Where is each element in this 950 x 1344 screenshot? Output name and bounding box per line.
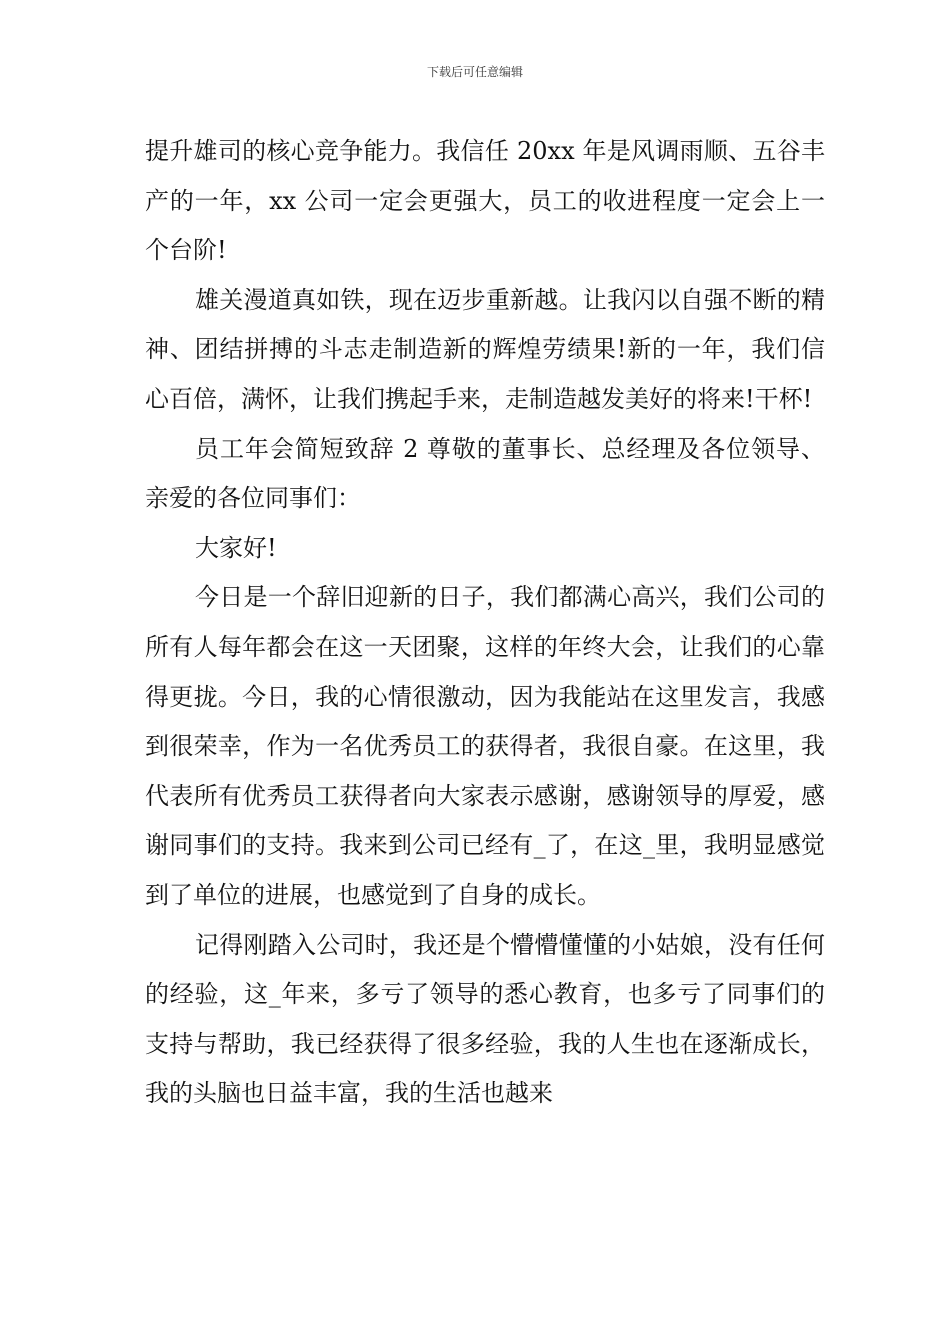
paragraph-greeting: 大家好! (195, 533, 277, 562)
paragraph: 今日是一个辞旧迎新的日子，我们都满心高兴，我们公司的所有人每年都会在这一天团聚，这样的年终大会，让我们的心靠得更拢。今日，我的心情很激动，因为我能站在这里发言，我感到很荣幸，作为一名优秀员工的获得者，我很自豪。在这里，我代表所有优秀员工获得者向大家表示感谢，感谢领导的厚爱，感谢同事们的支持。我来到公司已经有_了，在这_里，我明显感觉到了单位的进展，也感觉到了自身的成长。 (145, 583, 825, 909)
paragraph: 记得刚踏入公司时，我还是个懵懵懂懂的小姑娘，没有任何的经验，这_年来，多亏了领导的悉心教育，也多亏了同事们的支持与帮助，我已经获得了很多经验，我的人生也在逐渐成长，我的头脑也日益丰富，我的生活也越来 (145, 930, 825, 1108)
paragraph-continuation: 提升雄司的核心竞争能力。我信任 20xx 年是风调雨顺、五谷丰产的一年，xx 公司一定会更强大，员工的收进程度一定会上一个台阶! (145, 137, 825, 265)
page-header: 下载后可任意编辑 (426, 65, 523, 79)
paragraph: 雄关漫道真如铁，现在迈步重新越。让我闪以自强不断的精神、团结拼搏的斗志走制造新的辉煌劳绩果!新的一年，我们信心百倍，满怀，让我们携起手来，走制造越发美好的将来!干杯! (145, 285, 825, 413)
document-body (145, 127, 825, 1119)
paragraph-speech-title: 员工年会简短致辞 2 尊敬的董事长、总经理及各位领导、亲爱的各位同事们： (145, 434, 825, 513)
